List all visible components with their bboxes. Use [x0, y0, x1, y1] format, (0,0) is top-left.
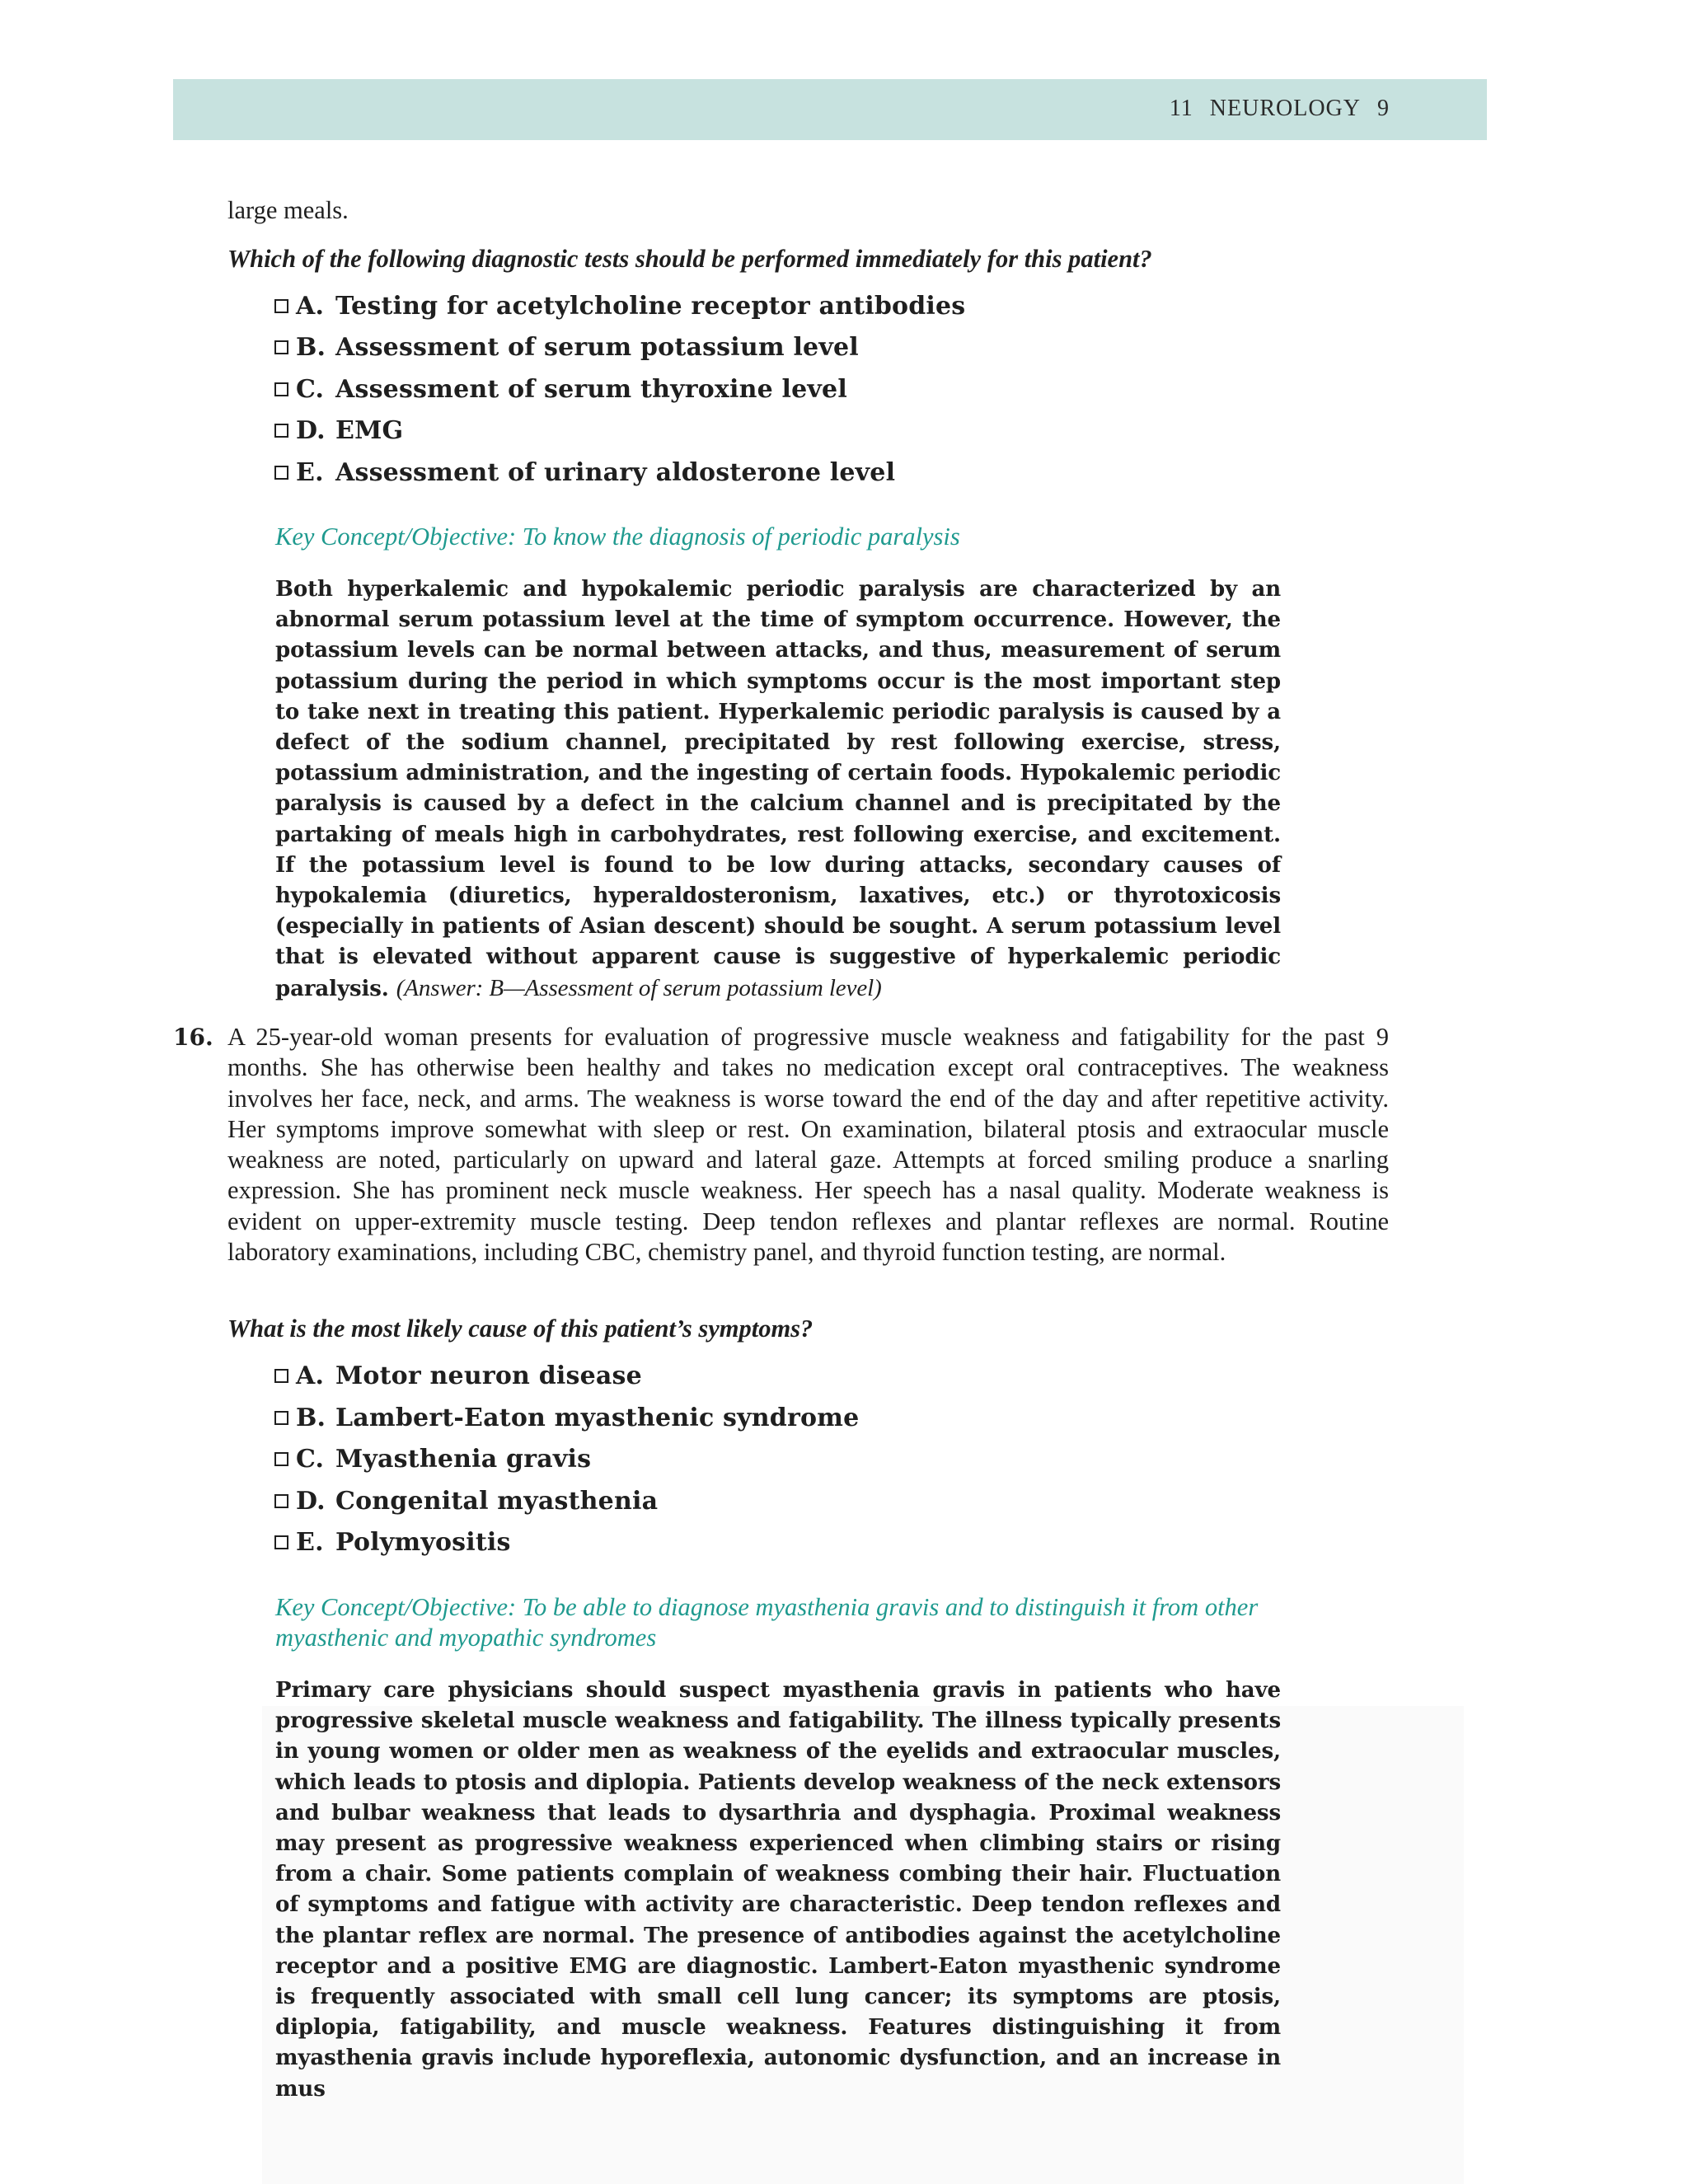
- checkbox-icon[interactable]: [274, 1494, 288, 1508]
- checkbox-icon[interactable]: [274, 424, 288, 438]
- option-text: EMG: [335, 416, 404, 445]
- q16-option-b[interactable]: [274, 1404, 859, 1433]
- option-letter: B.: [296, 1404, 326, 1432]
- option-letter: C.: [296, 375, 325, 404]
- checkbox-icon[interactable]: [274, 1369, 288, 1383]
- q16-option-d[interactable]: [274, 1487, 658, 1516]
- option-letter: C.: [296, 1445, 325, 1474]
- option-text: Congenital myasthenia: [335, 1487, 659, 1516]
- page-number: 9: [1377, 96, 1390, 121]
- option-text: Assessment of serum thyroxine level: [335, 375, 847, 404]
- checkbox-icon[interactable]: [274, 466, 288, 480]
- q15-option-e[interactable]: [274, 458, 895, 488]
- running-header: [173, 79, 1487, 140]
- option-text: Myasthenia gravis: [335, 1445, 592, 1474]
- option-letter: E.: [296, 1528, 324, 1557]
- q16-question: What is the most likely cause of this patient’s symptoms?: [227, 1315, 814, 1343]
- option-text: Testing for acetylcholine receptor antibodies: [335, 292, 966, 321]
- q15-option-d[interactable]: [274, 416, 403, 446]
- q15-question: Which of the following diagnostic tests should be performed immediately for this patient?: [227, 245, 1152, 273]
- checkbox-icon[interactable]: [274, 299, 288, 313]
- q16-option-c[interactable]: [274, 1445, 591, 1474]
- q15-option-a[interactable]: [274, 292, 965, 321]
- option-text: Assessment of urinary aldosterone level: [335, 458, 896, 487]
- checkbox-icon[interactable]: [274, 1452, 288, 1466]
- q16-number: 16.: [173, 1024, 213, 1051]
- option-letter: A.: [296, 1361, 325, 1390]
- header-text: [1170, 96, 1390, 122]
- chapter-number: 11: [1169, 96, 1193, 121]
- q15-stem-tail: large meals.: [227, 196, 349, 224]
- option-text: Motor neuron disease: [335, 1361, 642, 1390]
- chapter-title: NEUROLOGY: [1209, 96, 1361, 121]
- q15-explanation-text: Both hyperkalemic and hypokalemic periodic paralysis are characterized by an abnormal serum potassium level at the time of symptom occurrence. However, the potassium levels can be normal between attacks, and thus, measurement of serum potassium during the period in which symptoms occur is the most important step to take next in treating this patient. Hyperkalemic periodic paralysis is caused by a defect of the sodium channel, precipitated by rest following exercise, stress, potassium administration, and the ingesting of certain foods. Hypokalemic periodic paralysis is caused by a defect in the calcium channel and is precipitated by the partaking of meals high in carbohydrates, rest following exercise, and excitement. If the potassium level is found to be low during attacks, secondary causes of hypokalemia (diuretics, hyperaldosteronism, laxatives, etc.) or thyrotoxicosis (especially in patients of Asian descent) should be sought. A serum potassium level that is elevated without apparent cause is suggestive of hyperkalemic periodic paralysis.: [275, 577, 1281, 1001]
- q15-key-concept: Key Concept/Objective: To know the diagnosis of periodic paralysis: [275, 523, 960, 551]
- checkbox-icon[interactable]: [274, 382, 288, 396]
- q16-explanation: Primary care physicians should suspect myasthenia gravis in patients who have progressive skeletal muscle weakness and fatigability. The illness typically presents in young women or older men as weakness of the eyelids and extraocular muscles, which leads to ptosis and diplopia. Patients develop weakness of the neck extensors and bulbar weakness that leads to dysarthria and dysphagia. Proximal weakness may present as progressive weakness experienced when climbing stairs or rising from a chair. Some patients complain of weakness combing their hair. Fluctuation of symptoms and fatigue with activity are characteristic. Deep tendon reflexes and the plantar reflex are normal. The presence of antibodies against the acetylcholine receptor and a positive EMG are diagnostic. Lambert-Eaton myasthenic syndrome is frequently associated with small cell lung cancer; its symptoms are ptosis, diplopia, fatigability, and muscle weakness. Features distinguishing it from myasthenia gravis include hyporeflexia, autonomic dysfunction, and an increase in mus: [275, 1678, 1281, 2102]
- q15-explanation: [275, 574, 1281, 1005]
- q15-option-b[interactable]: [274, 333, 859, 363]
- q16-key-concept: Key Concept/Objective: To be able to diagnose myasthenia gravis and to distinguish it from other myasthenic and myopathic syndromes: [275, 1593, 1259, 1652]
- q16-option-e[interactable]: [274, 1528, 511, 1558]
- option-letter: E.: [296, 458, 324, 487]
- q15-option-c[interactable]: [274, 375, 847, 405]
- q16-option-a[interactable]: [274, 1361, 642, 1391]
- checkbox-icon[interactable]: [274, 1535, 288, 1549]
- checkbox-icon[interactable]: [274, 1411, 288, 1425]
- option-letter: D.: [296, 416, 326, 445]
- q16-stem: A 25-year-old woman presents for evaluation of progressive muscle weakness and fatigability for the past 9 months. She has otherwise been healthy and takes no medication except oral contraceptives. The weakness involves her face, neck, and arms. The weakness is worse toward the end of the day and after repetitive activity. Her symptoms improve somewhat with sleep or rest. On examination, bilateral ptosis and extraocular muscle weakness are noted, particularly on upward and lateral gaze. Attempts at forced smiling produce a snarling expression. She has prominent neck muscle weakness. Her speech has a nasal quality. Moderate weakness is evident on upper-extremity muscle testing. Deep tendon reflexes and plantar reflexes are normal. Routine laboratory examinations, including CBC, chemistry panel, and thyroid function testing, are normal.: [227, 1023, 1389, 1267]
- option-text: Polymyositis: [335, 1528, 511, 1557]
- option-letter: A.: [296, 292, 325, 321]
- checkbox-icon[interactable]: [274, 340, 288, 354]
- option-text: Lambert-Eaton myasthenic syndrome: [335, 1404, 860, 1432]
- option-text: Assessment of serum potassium level: [335, 333, 859, 362]
- q15-answer: (Answer: B—Assessment of serum potassium level): [396, 974, 882, 1001]
- option-letter: B.: [296, 333, 326, 362]
- option-letter: D.: [296, 1487, 326, 1516]
